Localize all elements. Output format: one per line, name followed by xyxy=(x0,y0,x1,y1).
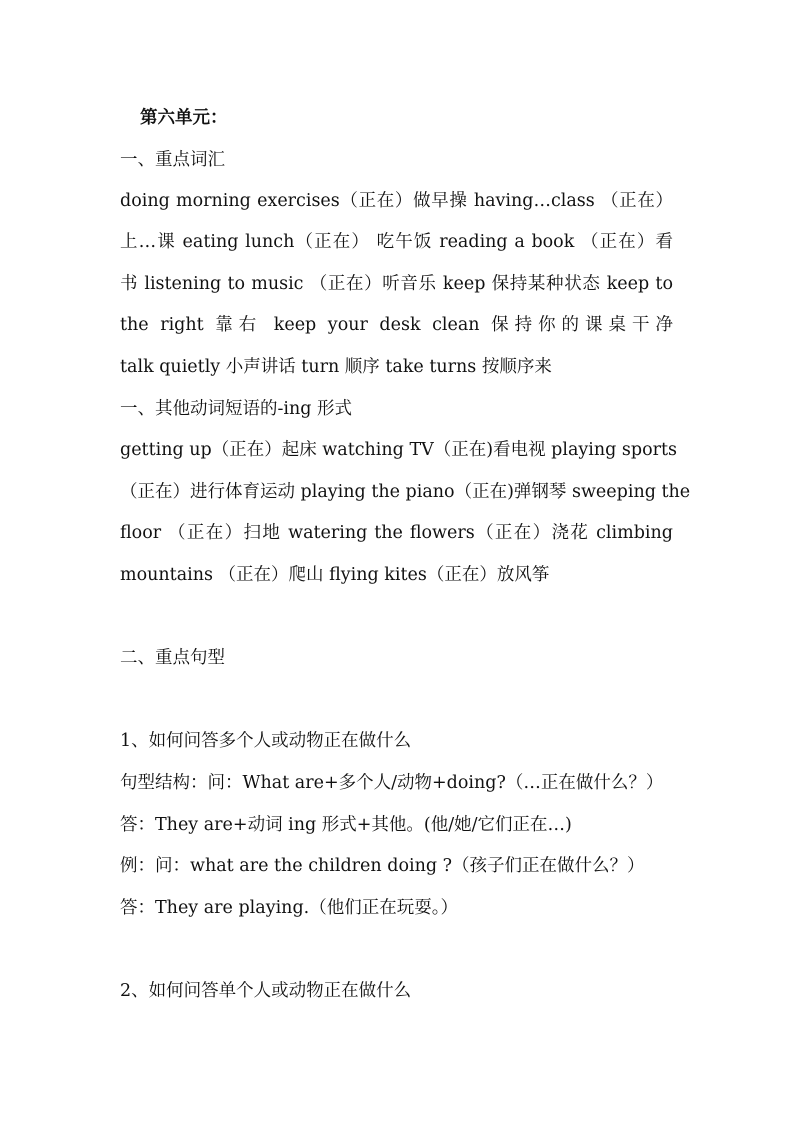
pattern-1-line-1: 句型结构：问：What are+多个人/动物+doing?（…正在做什么？） xyxy=(120,773,664,793)
pattern-1-title: 1、如何问答多个人或动物正在做什么 xyxy=(120,731,412,751)
pattern-1-line-2: 答：They are+动词 ing 形式+其他。(他/她/它们正在…) xyxy=(120,815,572,835)
section-heading-ing-forms: 一、其他动词短语的-ing 形式 xyxy=(120,399,353,419)
pattern-2-title: 2、如何问答单个人或动物正在做什么 xyxy=(120,981,412,1001)
unit-title: 第六单元： xyxy=(140,108,228,128)
vocab-line-1: doing morning exercises（正在）做早操 having…class （正在） xyxy=(120,191,673,211)
vocab-line-4: the right 靠右 keep your desk clean 保持你的课桌干净 xyxy=(120,315,673,335)
ing-line-1: getting up（正在）起床 watching TV（正在)看电视 playing sports xyxy=(120,440,677,460)
ing-line-3: floor （正在）扫地 watering the flowers（正在）浇花 climbing xyxy=(120,523,673,543)
section-heading-vocabulary: 一、重点词汇 xyxy=(120,150,225,170)
section-heading-sentence-patterns: 二、重点句型 xyxy=(120,648,225,668)
vocab-line-3: 书 listening to music （正在）听音乐 keep 保持某种状态 keep to xyxy=(120,274,673,294)
pattern-1-line-4: 答：They are playing.（他们正在玩耍。） xyxy=(120,898,458,918)
ing-line-4: mountains （正在）爬山 flying kites（正在）放风筝 xyxy=(120,565,550,585)
vocab-line-5: talk quietly 小声讲话 turn 顺序 take turns 按顺序来 xyxy=(120,357,552,377)
vocab-line-2: 上…课 eating lunch（正在） 吃午饭 reading a book （正在）看 xyxy=(120,232,673,252)
pattern-1-line-3: 例：问：what are the children doing ?（孩子们正在做什么？） xyxy=(120,856,645,876)
ing-line-2: （正在）进行体育运动 playing the piano（正在)弹钢琴 sweeping the xyxy=(120,482,691,502)
